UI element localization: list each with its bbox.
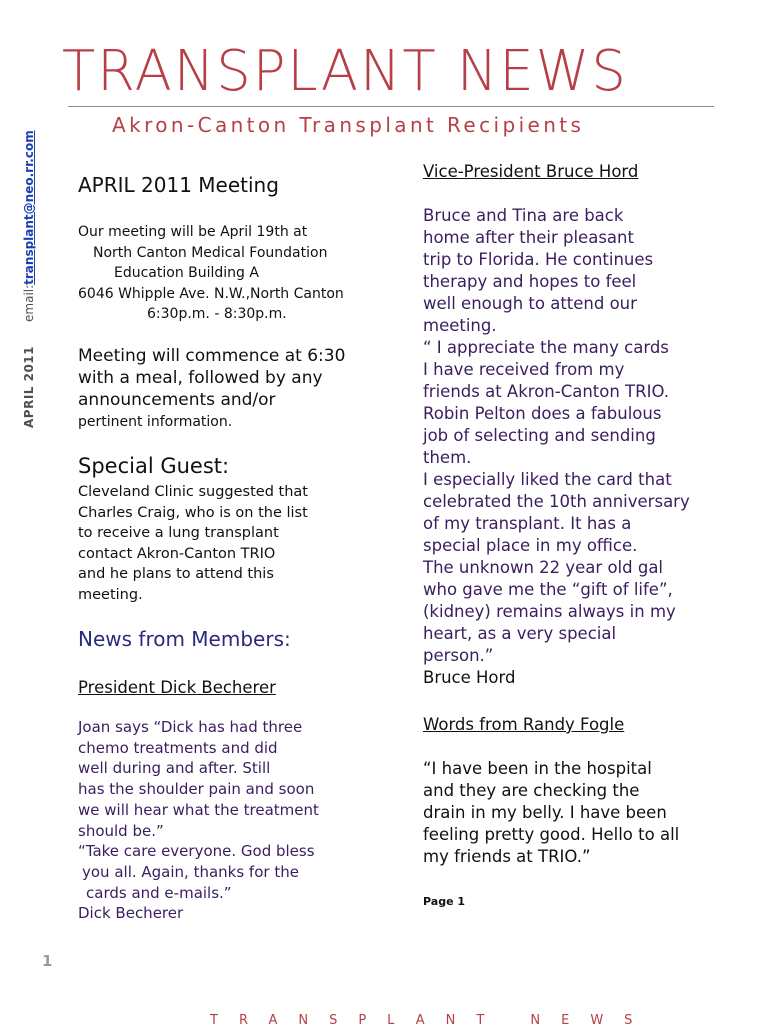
vp-line: person.” [423, 646, 494, 665]
meeting-detail-line: 6046 Whipple Ave. N.W.,North Canton [78, 285, 344, 302]
randy-line: drain in my belly. I have been [423, 803, 667, 822]
commence-line: Meeting will commence at 6:30 [78, 346, 346, 366]
randy-fogle-heading: Words from Randy Fogle [423, 715, 625, 734]
randy-line: feeling pretty good. Hello to all [423, 825, 680, 844]
newsletter-title: TRANSPLANT NEWS [62, 39, 628, 104]
vp-line: meeting. [423, 316, 497, 335]
president-line: we will hear what the treatment [78, 800, 319, 819]
email-link[interactable]: transplant@neo.rr.com [22, 130, 36, 285]
president-heading: President Dick Becherer [78, 678, 276, 697]
guest-line: contact Akron-Canton TRIO [78, 545, 276, 562]
issue-date: APRIL 2011 [22, 345, 36, 428]
vp-line: them. [423, 448, 472, 467]
randy-line: and they are checking the [423, 781, 640, 800]
guest-line: to receive a lung transplant [78, 525, 279, 542]
randy-line: “I have been in the hospital [423, 759, 652, 778]
meeting-detail-line: 6:30p.m. - 8:30p.m. [147, 306, 287, 322]
meeting-details [78, 222, 378, 325]
randy-fogle-text [423, 758, 743, 868]
vp-line: special place in my office. [423, 536, 638, 555]
meeting-detail-line: North Canton Medical Foundation [93, 244, 328, 261]
vp-line: (kidney) remains always in my [423, 602, 676, 621]
vp-line: heart, as a very special [423, 624, 617, 643]
special-guest-heading: Special Guest: [78, 454, 230, 478]
vp-line: I especially liked the card that [423, 470, 672, 489]
vp-line: The unknown 22 year old gal [423, 558, 664, 577]
vp-line: of my transplant. It has a [423, 514, 632, 533]
vp-signoff: Bruce Hord [423, 668, 516, 687]
guest-line: and he plans to attend this [78, 566, 274, 583]
president-line: cards and e-mails.” [86, 883, 232, 902]
vp-line: therapy and hopes to feel [423, 272, 637, 291]
president-line: Joan says “Dick has had three [78, 718, 303, 736]
vp-line: trip to Florida. He continues [423, 250, 654, 269]
side-banner [22, 130, 36, 428]
email-label: email: [22, 284, 36, 322]
meeting-heading: APRIL 2011 Meeting [78, 173, 279, 197]
meeting-commence-text [78, 345, 378, 433]
commence-line: announcements and/or [78, 390, 276, 410]
vp-line: Bruce and Tina are back [423, 206, 624, 225]
president-text [78, 717, 378, 924]
vice-president-heading: Vice-President Bruce Hord [423, 162, 639, 181]
guest-line: Charles Craig, who is on the list [78, 504, 308, 521]
page-label: Page 1 [423, 895, 466, 908]
president-line: chemo treatments and did [78, 738, 278, 757]
news-from-members-heading: News from Members: [78, 627, 291, 651]
commence-line: pertinent information. [78, 414, 233, 430]
vp-line: home after their pleasant [423, 228, 634, 247]
special-guest-text [78, 482, 378, 606]
vp-line: celebrated the 10th anniversary [423, 492, 690, 511]
vp-line: job of selecting and sending [423, 426, 656, 445]
president-line: you all. Again, thanks for the [82, 862, 299, 881]
president-line: Dick Becherer [78, 904, 184, 923]
page-number: 1 [42, 952, 53, 970]
footer-title: TRANSPLANT NEWS [210, 1013, 654, 1028]
vp-line: friends at Akron-Canton TRIO. [423, 382, 670, 401]
vp-line: who gave me the “gift of life”, [423, 580, 673, 599]
guest-line: Cleveland Clinic suggested that [78, 484, 308, 500]
commence-line: with a meal, followed by any [78, 368, 323, 388]
newsletter-subtitle: Akron-Canton Transplant Recipients [112, 113, 585, 137]
masthead-divider [68, 106, 714, 107]
president-line: has the shoulder pain and soon [78, 780, 315, 799]
president-line: “Take care everyone. God bless [78, 842, 315, 861]
meeting-detail-line: Education Building A [114, 265, 259, 281]
vp-line: well enough to attend our [423, 294, 637, 313]
vp-line: Robin Pelton does a fabulous [423, 404, 662, 423]
guest-line: meeting. [78, 586, 143, 603]
meeting-detail-line: Our meeting will be April 19th at [78, 224, 308, 240]
president-line: well during and after. Still [78, 759, 271, 778]
vp-line: I have received from my [423, 360, 625, 379]
president-line: should be.” [78, 821, 164, 840]
randy-line: my friends at TRIO.” [423, 847, 591, 866]
vice-president-text [423, 205, 743, 689]
vp-line: “ I appreciate the many cards [423, 338, 669, 357]
